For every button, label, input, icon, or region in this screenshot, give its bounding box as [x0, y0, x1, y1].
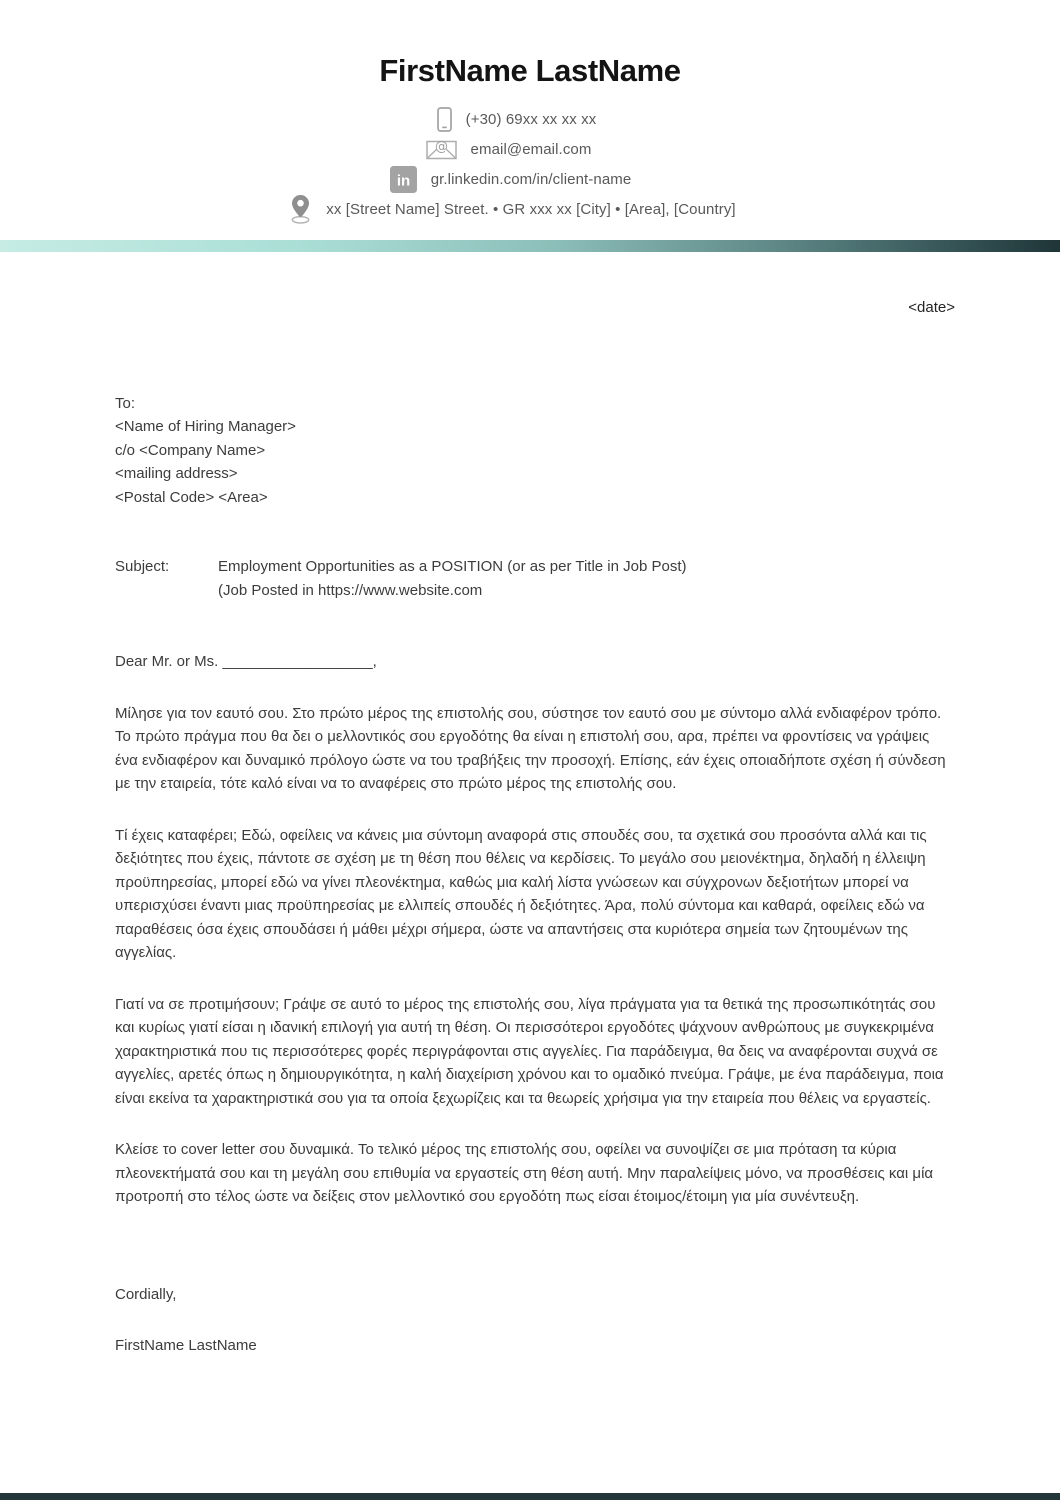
recipient-line: c/o <Company Name>	[115, 441, 266, 459]
linkedin-url: gr.linkedin.com/in/client-name	[430, 170, 632, 188]
contact-row-linkedin	[0, 164, 1037, 194]
phone-icon	[418, 107, 452, 132]
subject-label: Subject:	[115, 558, 170, 575]
recipient-line: <Name of Hiring Manager>	[115, 418, 296, 435]
recipient-line: <Postal Code> <Area>	[115, 488, 268, 506]
svg-text:@: @	[434, 139, 448, 155]
phone-number: (+30) 69xx xx xx xx	[465, 110, 597, 128]
subject-line-1: Employment Opportunities as a POSITION (or as per Title in Job Post)	[218, 558, 687, 575]
body-paragraph: Μίλησε για τον εαυτό σου. Στο πρώτο μέρος της επιστολής σου, σύστησε τον εαυτό σου με σύντομο αλλά ενδιαφέρον τρόπο. Το πρώτο πράγμα που θα δει ο μελλοντικός σου εργοδότης θα είναι η επιστολή σου, αρα, πρέπει να φροντίσεις να γράψεις ένα ενδιαφέρον και δυναμικό πρόλογο ώστε να του τραβήξεις την προσοχή. Επίσης, εάν έχεις οποιαδήποτε σχέση ή σύνδεση με την εταιρεία, τότε καλό είναι να το αναφέρεις στο πρώτο μέρος της επιστολής σου.	[115, 704, 946, 792]
subject-line-2: (Job Posted in https://www.website.com	[218, 581, 483, 599]
contact-block	[0, 104, 1060, 224]
street-address: xx [Street Name] Street. • GR xxx xx [City] • [Area], [Country]	[326, 200, 736, 218]
header-accent-bar	[0, 240, 1060, 252]
subject-block	[115, 555, 955, 602]
body-paragraph: Γιατί να σε προτιμήσουν; Γράψε σε αυτό το μέρος της επιστολής σου, λίγα πράγματα για τα θετικά της προσωπικότητάς σου και κυρίως γιατί είσαι η ιδανική επιλογή για αυτή τη θέση. Οι περισσότεροι εργοδότες ψάχνουν ανθρώπους με συγκεκριμένα χαρακτηριστικά που τις περισσότερες φορές περιγράφονται στις αγγελίες. Για παράδειγμα, θα δεις να αναφέρονται συχνά σε αγγελίες, αρετές όπως η δημιουργικότητα, η καλή διαχείριση χρόνου και το ομαδικό πνεύμα. Γράψε, με ένα παράδειγμα, ποια είναι εκείνα τα χαρακτηριστικά σου για τα οποία ξεχωρίζεις και τα θεωρείς χρήσιμα για την εταιρεία που θέλεις να εργαστείς.	[115, 995, 944, 1107]
email-icon	[423, 138, 457, 160]
contact-row-address	[0, 194, 1037, 224]
svg-text:in: in	[396, 172, 410, 189]
contact-row-email	[0, 134, 1037, 164]
subject-content	[218, 555, 955, 602]
email-address: email@email.com	[470, 140, 592, 158]
footer-accent-bar	[0, 1493, 1060, 1500]
salutation: Dear Mr. or Ms. __________________,	[115, 653, 377, 670]
letter-header	[0, 0, 1060, 224]
recipient-line: <mailing address>	[115, 465, 238, 482]
letter-body	[0, 296, 1060, 1358]
body-paragraph: Τί έχεις καταφέρει; Εδώ, οφείλεις να κάνεις μια σύντομη αναφορά στις σπουδές σου, τα σχετικά σου προσόντα αλλά και τις δεξιότητες που έχεις, πάντοτε σε σχέση με τη θέση που θέλεις να κερδίσεις. Το μεγάλο σου μειονέκτημα, δηλαδή η έλλειψη προϋπηρεσίας, μπορεί εδώ να γίνει πλεονέκτημα, καθώς μια καλή λίστα γνώσεων και σύγχρονων δεξιοτήτων μπορεί να υπερισχύσει έναντι μιας προϋπηρεσίας με ελλιπείς σπουδές ή δεξιότητες. Άρα, πολύ σύντομα και καθαρά, οφείλεις εδώ να παραθέσεις όσα έχεις σπουδάσει ή μάθει μέχρι σήμερα, ώστε να απαντήσεις στα κυριότερα σημεία των ζητουμένων της αγγελίας.	[115, 826, 927, 961]
date-placeholder: <date>	[908, 299, 955, 316]
contact-row-phone	[0, 104, 1037, 134]
signature-name: FirstName LastName	[115, 1337, 257, 1354]
linkedin-icon	[383, 166, 417, 193]
recipient-label: To:	[115, 394, 136, 412]
closing-line: Cordially,	[115, 1285, 177, 1303]
location-pin-icon	[278, 194, 312, 224]
sender-name: FirstName LastName	[379, 53, 681, 88]
recipient-block	[115, 392, 955, 510]
body-paragraph: Κλείσε το cover letter σου δυναμικά. Το τελικό μέρος της επιστολής σου, οφείλει να συνοψίζει σε μια πρόταση τα κύρια πλεονεκτήματά σου και τη μεγάλη σου επιθυμία να εργαστείς στη θέση αυτή. Μην παραλείψεις μόνο, να προσθέσεις και μία προτροπή στο τέλος ώστε να δείξεις στον μελλοντικό σου εργοδότη πως είσαι έτοιμος/έτοιμη για μία συνέντευξη.	[115, 1141, 934, 1205]
